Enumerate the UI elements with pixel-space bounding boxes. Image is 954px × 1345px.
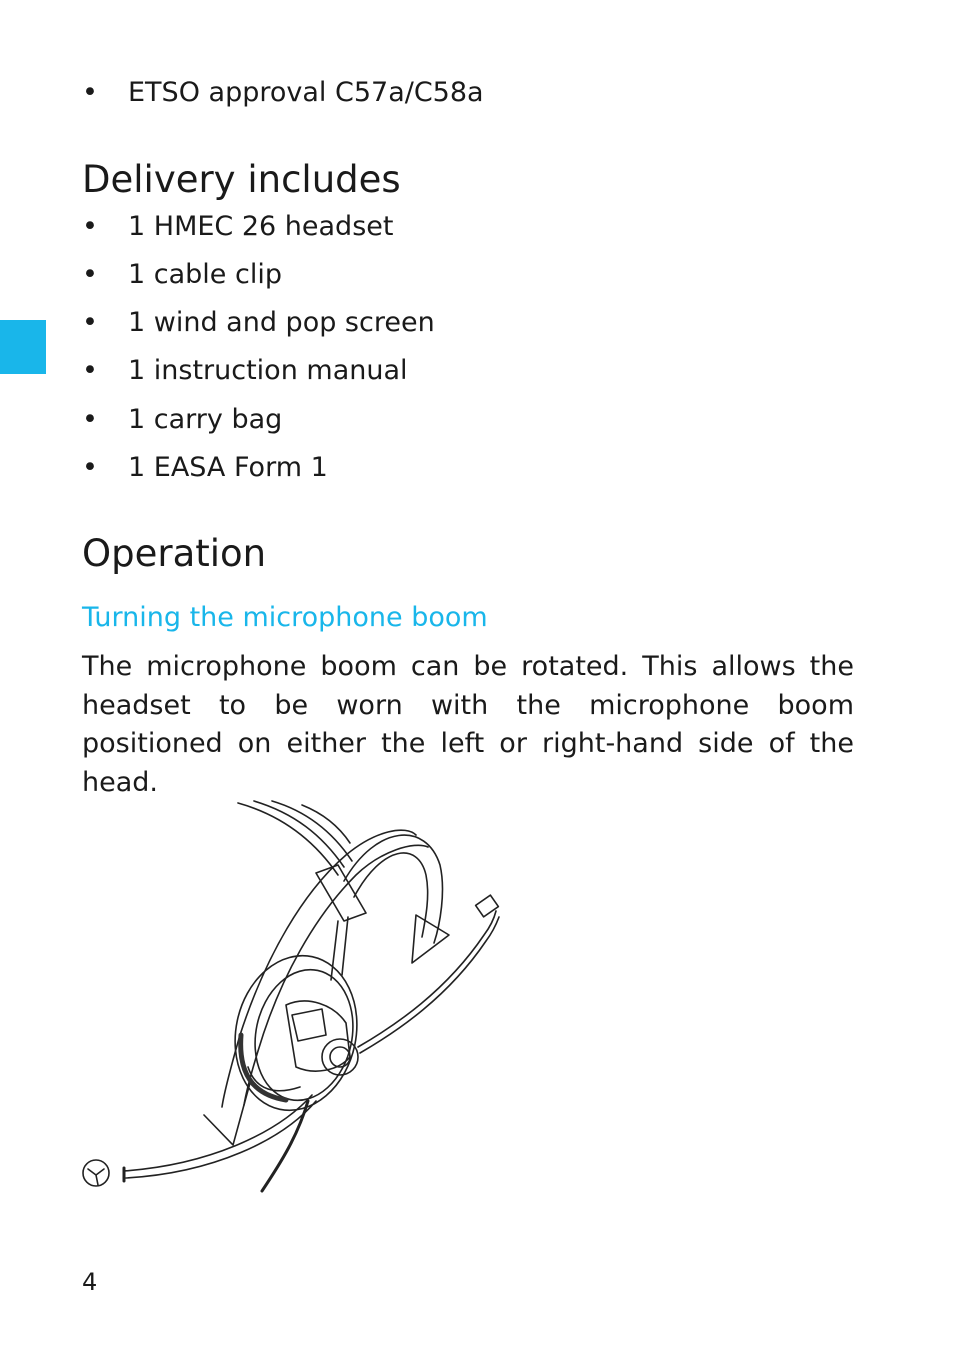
subheading: Turning the microphone boom [82,602,488,633]
list-item [82,210,393,244]
list-item [82,76,484,110]
delivery-heading: Delivery includes [82,158,401,201]
bullet: • [82,452,98,483]
bullet: • [82,355,98,386]
bullet: • [82,404,98,435]
section-tab-marker [0,320,46,374]
list-item [82,258,282,292]
list-item [82,354,408,388]
list-item-text: 1 cable clip [128,259,282,290]
list-item-text: 1 EASA Form 1 [128,452,328,483]
page-number: 4 [82,1268,98,1296]
list-item [82,451,328,485]
list-item-text: 1 wind and pop screen [128,307,435,338]
bullet: • [82,307,98,338]
list-item [82,306,435,340]
bullet: • [82,211,98,242]
list-item-text: 1 HMEC 26 headset [128,211,394,242]
operation-heading: Operation [82,532,267,575]
list-item [82,403,282,437]
bullet: • [82,77,98,108]
headset-rotation-illustration [76,795,516,1205]
body-paragraph: The microphone boom can be rotated. This allows the headset to be worn with the microphone boom positioned on either the left or right-hand side of the head. [82,651,854,798]
list-item-text: 1 carry bag [128,404,283,435]
bullet: • [82,259,98,290]
list-item-text: 1 instruction manual [128,355,408,386]
list-item-text: ETSO approval C57a/C58a [128,77,484,108]
